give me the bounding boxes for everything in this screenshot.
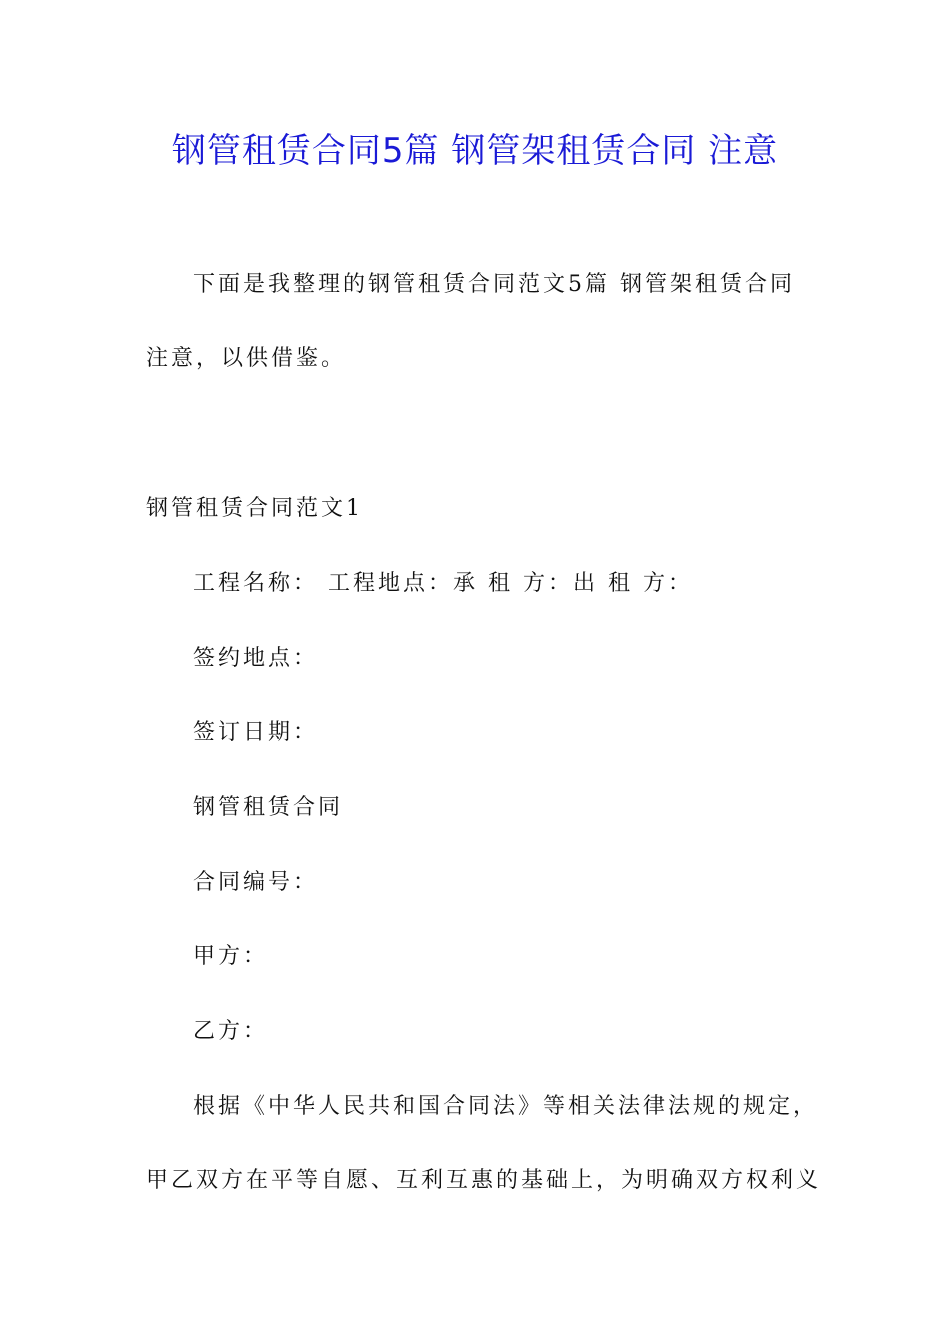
document-title: 钢管租赁合同5篇 钢管架租赁合同 注意 — [171, 131, 779, 171]
party-a-line: 甲方： — [193, 944, 269, 969]
body-line-1: 根据《中华人民共和国合同法》等相关法律法规的规定， — [193, 1094, 819, 1119]
project-info-line: 工程名称： 工程地点：承 租 方：出 租 方： — [193, 571, 693, 596]
body-line-2: 甲乙双方在平等自愿、互利互惠的基础上，为明确双方权利义 — [146, 1168, 822, 1193]
section-heading: 钢管租赁合同范文1 — [146, 496, 363, 521]
sign-place-line: 签约地点： — [193, 646, 319, 671]
sign-date-line: 签订日期： — [193, 720, 319, 745]
intro-line-2: 注意，以供借鉴。 — [146, 346, 347, 371]
intro-line-1: 下面是我整理的钢管租赁合同范文5篇 钢管架租赁合同 — [193, 272, 795, 297]
party-b-line: 乙方： — [193, 1019, 269, 1044]
contract-number-line: 合同编号： — [193, 870, 319, 895]
contract-name-line: 钢管租赁合同 — [193, 795, 344, 820]
